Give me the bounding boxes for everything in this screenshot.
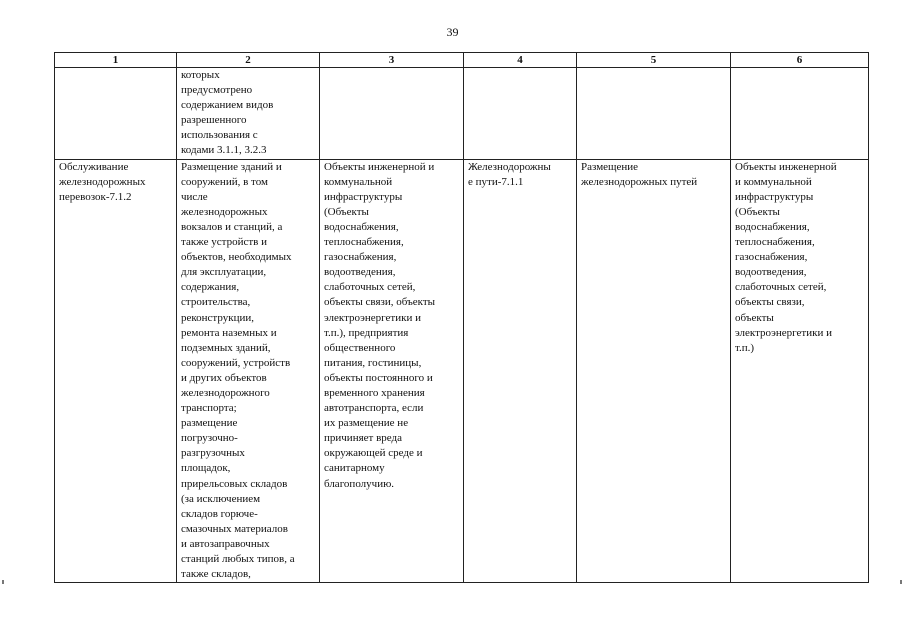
- scan-mark: [2, 580, 4, 584]
- table-cell: [55, 159, 177, 583]
- column-header-1: 1: [55, 53, 177, 68]
- column-header-4: 4: [464, 53, 577, 68]
- column-header-3: 3: [320, 53, 464, 68]
- table-cell: [464, 68, 577, 160]
- table-header-row: [55, 53, 869, 68]
- cell-text: Объекты инженерной и коммунальной инфраструктуры (Объекты водоснабжения, теплоснабжения, газоснабжения, водоотведения, слаботочных сетей, объекты связи, объекты электроэнергетики и т.п.), предприятия общественного питания, гостиницы, объекты постоянного и временного хранения автотранспорта, если их размещение не причиняет вреда окружающей среде и санитарному благополучию.: [324, 160, 436, 490]
- table-cell: [464, 159, 577, 583]
- table-cell: [177, 159, 320, 583]
- cell-text: Размещение зданий и сооружений, в том числе железнодорожных вокзалов и станций, а также устройств и объектов, необходимых для эксплуатации, содержания, строительства, реконструкции, ремонта наземных и подземных зданий, сооружений, устройств и других объектов железнодорожного транспорта; размещение погрузочно- разгрузочных площадок, прирельсовых складов (за исключением складов горюче- смазочных материалов и автозаправочных станций любых типов, а также складов,: [181, 160, 295, 581]
- table-cell: [577, 68, 731, 160]
- table-row: [55, 68, 869, 160]
- column-header-6: 6: [731, 53, 869, 68]
- table-cell: [177, 68, 320, 160]
- table-row: [55, 159, 869, 583]
- column-header-2: 2: [177, 53, 320, 68]
- table-cell: [577, 159, 731, 583]
- table-cell: [320, 159, 464, 583]
- table-cell: [320, 68, 464, 160]
- cell-text: Размещение железнодорожных путей: [581, 160, 698, 188]
- cell-text: Объекты инженерной и коммунальной инфраструктуры (Объекты водоснабжения, теплоснабжения, газоснабжения, водоотведения, слаботочных сетей, объекты связи, объекты электроэнергетики и т.п.): [735, 160, 837, 354]
- page-number: 39: [446, 25, 459, 39]
- cell-text: Обслуживание железнодорожных перевозок-7.1.2: [59, 160, 146, 203]
- column-header-5: 5: [577, 53, 731, 68]
- zoning-table: [54, 52, 869, 583]
- table-cell: [731, 68, 869, 160]
- scan-mark: [900, 580, 902, 584]
- cell-text: которых предусмотрено содержанием видов разрешенного использования с кодами 3.1.1, 3.2.3: [181, 69, 274, 157]
- table-cell: [55, 68, 177, 160]
- cell-text: Железнодорожны е пути-7.1.1: [468, 160, 551, 188]
- table-cell: [731, 159, 869, 583]
